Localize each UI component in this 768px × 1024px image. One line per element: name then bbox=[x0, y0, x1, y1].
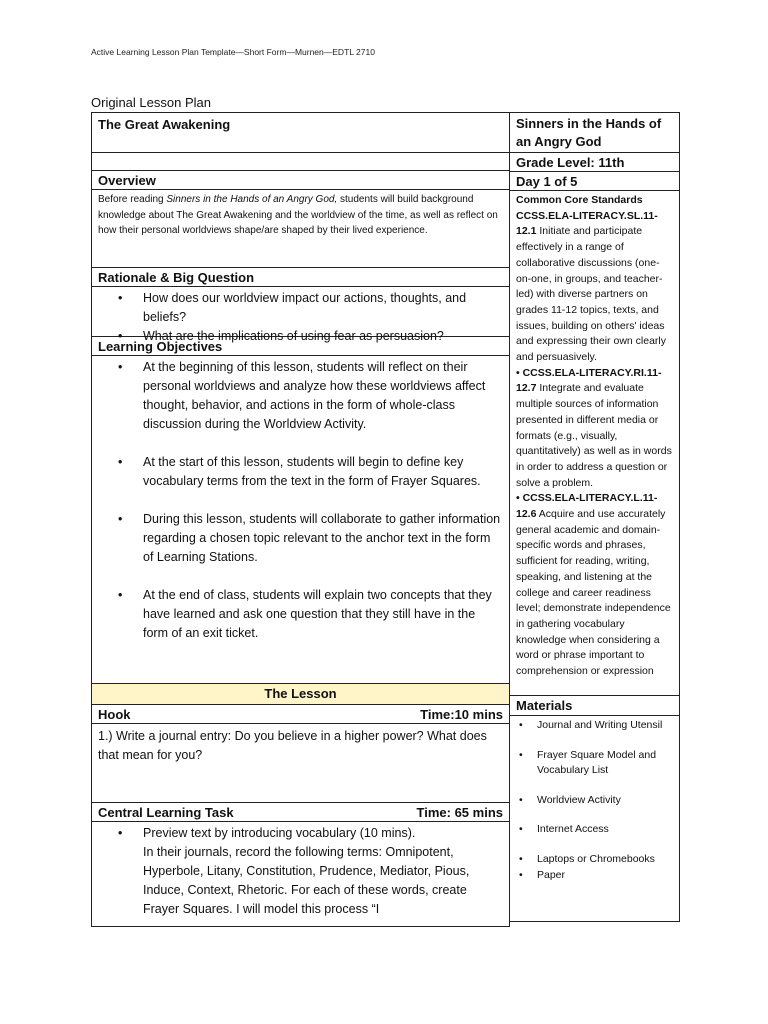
clt-item-rest: In their journals, record the following terms: Omnipotent, Hyperbole, Litany, Constitution, Prudence, Mediator, Pious, Induce, Context, Rhetoric. For each of these words, create Frayer Squares. I will model this process “I bbox=[143, 845, 470, 916]
material-item: • Paper bbox=[516, 868, 673, 884]
standard-1 bbox=[516, 209, 673, 366]
standard-code: CCSS.ELA-LITERACY.SL.11-12.1 bbox=[516, 209, 658, 238]
rationale-body bbox=[92, 287, 509, 343]
rationale-question: • How does our worldview impact our actions, thoughts, and beliefs? bbox=[98, 289, 503, 327]
standards-heading: Common Core Standards bbox=[516, 194, 643, 206]
objective-item: • At the beginning of this lesson, students will reflect on their personal worldviews and analyze how these worldviews affect thought, behavior, and actions in the form of whole-class discussion during the Worldview Activity. bbox=[98, 358, 503, 434]
hook-time: Time:10 mins bbox=[420, 707, 503, 722]
materials-body bbox=[510, 716, 679, 900]
standard-text: Initiate and participate effectively in a range of collaborative discussions (one-on-one, in groups, and teacher-led) with diverse partners on grades 11-12 topics, texts, and issues, building on others' ideas and expressing their own clearly and persuasively. bbox=[516, 225, 666, 364]
overview-text-post: students will build background knowledge about The Great Awakening and the worldview of the time, as well as reflect on how their personal worldviews shape/are shaped by their lived experience. bbox=[98, 194, 498, 236]
grade-level: Grade Level: 11th bbox=[510, 153, 679, 172]
material-item: • Internet Access bbox=[516, 822, 673, 838]
standard-2 bbox=[516, 366, 673, 492]
hook-text: 1.) Write a journal entry: Do you believe in a higher power? What does that mean for you? bbox=[92, 724, 509, 803]
hook-heading: Hook bbox=[98, 707, 131, 722]
overview-heading: Overview bbox=[92, 171, 509, 190]
rationale-heading: Rationale & Big Question bbox=[92, 268, 509, 287]
standards-block bbox=[510, 191, 679, 696]
objective-item: • During this lesson, students will collaborate to gather information regarding a chosen topic relevant to the anchor text in the form of Learning Stations. bbox=[98, 510, 503, 567]
lesson-plan-main-column bbox=[91, 112, 510, 927]
clt-item-line1: Preview text by introducing vocabulary (10 mins). bbox=[143, 826, 416, 840]
clt-item bbox=[98, 824, 503, 919]
material-item: • Journal and Writing Utensil bbox=[516, 718, 673, 734]
objectives-body bbox=[92, 356, 509, 684]
the-lesson-heading: The Lesson bbox=[92, 684, 509, 705]
clt-heading: Central Learning Task bbox=[98, 805, 234, 820]
material-item: • Laptops or Chromebooks bbox=[516, 852, 673, 868]
clt-body bbox=[92, 822, 509, 926]
document-header: Active Learning Lesson Plan Template—Short Form—Murnen—EDTL 2710 bbox=[91, 47, 375, 57]
hook-header bbox=[92, 705, 509, 724]
material-item: • Frayer Square Model and Vocabulary List bbox=[516, 748, 673, 779]
lesson-plan-side-column bbox=[510, 112, 680, 922]
objective-item: • At the start of this lesson, students will begin to define key vocabulary terms from the text in the form of Frayer Squares. bbox=[98, 453, 503, 491]
objective-item: • At the end of class, students will explain two concepts that they have learned and ask one question that they still have in the form of an exit ticket. bbox=[98, 586, 503, 643]
document-title: Original Lesson Plan bbox=[91, 95, 211, 110]
empty-row bbox=[92, 153, 509, 171]
standard-code: • CCSS.ELA-LITERACY.RI.11-12.7 bbox=[516, 366, 662, 395]
objectives-heading: Learning Objectives bbox=[92, 337, 509, 356]
overview-text bbox=[92, 190, 509, 268]
overview-text-pre: Before reading bbox=[98, 194, 167, 205]
standard-3 bbox=[516, 491, 673, 679]
overview-text-title: Sinners in the Hands of an Angry God, bbox=[166, 194, 338, 205]
lesson-title: The Great Awakening bbox=[92, 113, 509, 153]
standard-text: Integrate and evaluate multiple sources of information presented in different media or formats (e.g., visually, quantitatively) as well as in words in order to address a question or solve a problem. bbox=[516, 382, 672, 489]
rationale-question: • What are the implications of using fear as persuasion? bbox=[98, 327, 503, 346]
clt-time: Time: 65 mins bbox=[416, 805, 503, 820]
standard-code: • CCSS.ELA-LITERACY.L.11-12.6 bbox=[516, 492, 658, 521]
standard-text: Acquire and use accurately general academic and domain-specific words and phrases, sufficient for reading, writing, speaking, and listening at the college and career readiness level; demonstrate independence in gathering vocabulary knowledge when considering a word or phrase important to comprehension or expression bbox=[516, 508, 671, 678]
materials-heading: Materials bbox=[510, 696, 679, 716]
material-item: • Worldview Activity bbox=[516, 793, 673, 809]
clt-header bbox=[92, 803, 509, 822]
day-indicator: Day 1 of 5 bbox=[510, 172, 679, 191]
text-title: Sinners in the Hands of an Angry God bbox=[510, 113, 679, 153]
